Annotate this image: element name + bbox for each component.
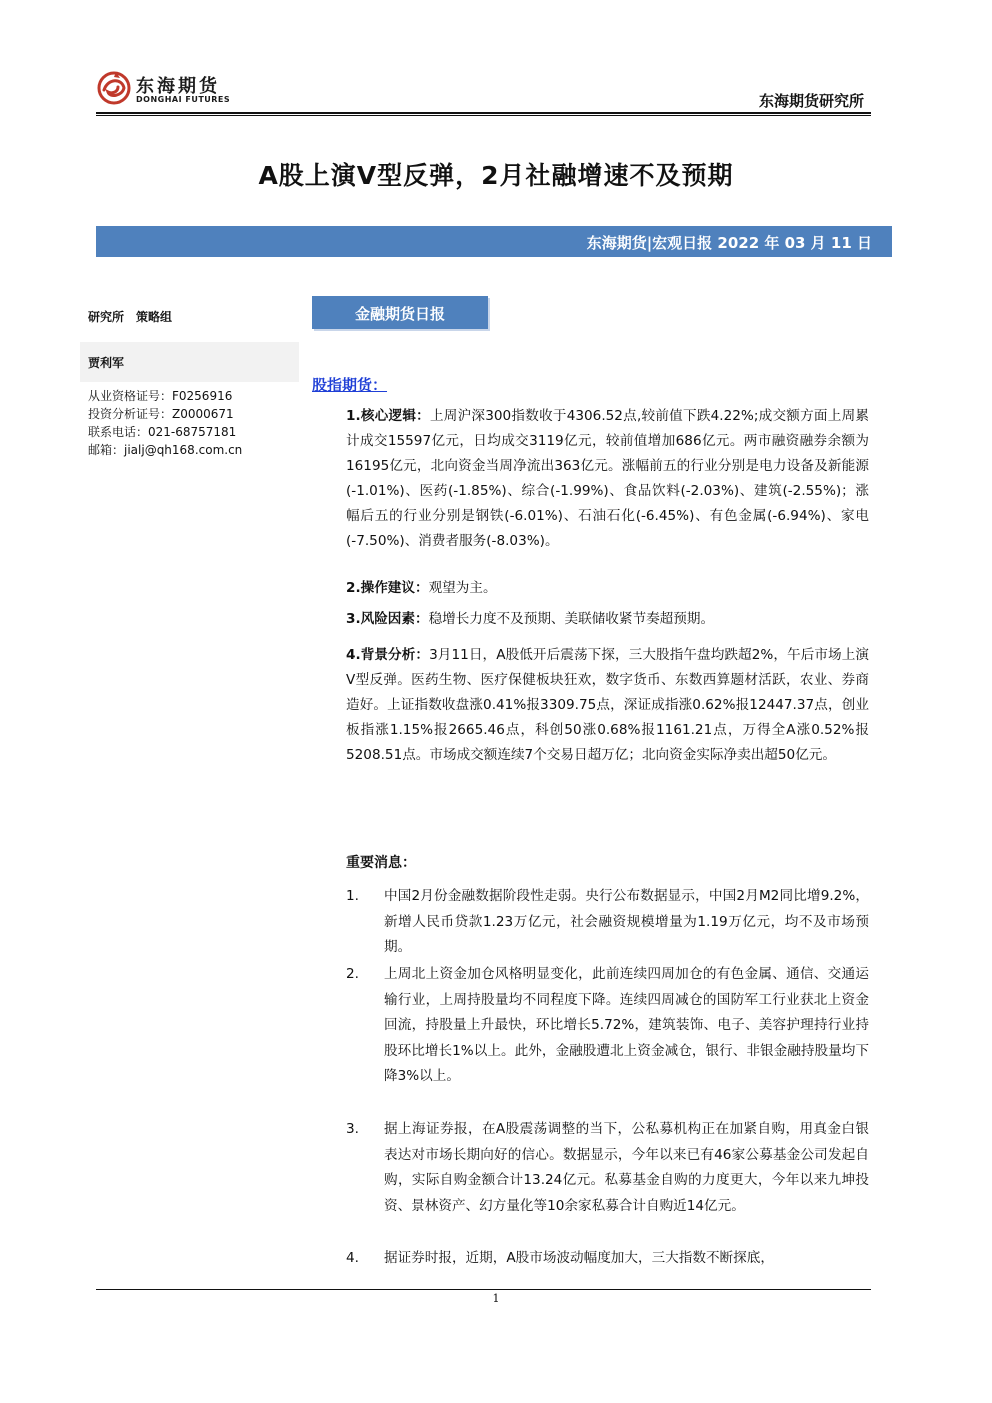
dragon-logo-icon	[96, 68, 132, 106]
analysis-cert-number: 投资分析证号：Z0000671	[88, 407, 234, 421]
email-address[interactable]: 邮箱：jialj@qh168.com.cn	[88, 443, 243, 457]
news-number: 2.	[346, 966, 359, 982]
phone-number: 联系电话：021-68757181	[88, 425, 237, 439]
point-label: 3.风险因素：	[346, 611, 429, 627]
news-number: 1.	[346, 888, 359, 904]
page-number: 1	[492, 1292, 500, 1305]
report-title: A股上演V型反弹，2月社融增速不及预期	[258, 161, 734, 190]
section-tag-text: 金融期货日报	[354, 305, 445, 323]
department-label: 研究所 策略组	[88, 310, 173, 324]
news-text: 据证券时报，近期，A股市场波动幅度加大，三大指数不断探底，	[384, 1250, 774, 1266]
news-item	[346, 1246, 869, 1272]
news-number: 4.	[346, 1250, 359, 1266]
point-label: 1.核心逻辑：	[346, 408, 430, 424]
point-text: 上周沪深300指数收于4306.52点,较前值下跌4.22%;成交额方面上周累计成交15597亿元，日均成交3119亿元，较前值增加686亿元。两市融资融券余额为16195亿元，北向资金当周净流出363亿元。涨幅前五的行业分别是电力设备及新能源(-1.01%)、医药(-1.85%)、综合(-1.99%)、食品饮料(-2.03%)、建筑(-2.55%)；涨幅后五的行业分别是钢铁(-6.01%)、石油石化(-6.45%)、有色金属(-6.94%)、家电(-7.50%)、消费者服务(-8.03%)。	[346, 408, 869, 549]
point-text: 稳增长力度不及预期、美联储收紧节奏超预期。	[428, 611, 715, 627]
analyst-info	[88, 387, 242, 459]
company-logo	[96, 66, 236, 110]
news-item	[346, 1117, 869, 1219]
section-tag	[312, 296, 488, 329]
point-suggestion	[346, 576, 869, 601]
news-number: 3.	[346, 1121, 359, 1137]
date-banner	[96, 226, 892, 257]
point-text: 3月11日，A股低开后震荡下探，三大股指午盘均跌超2%，午后市场上演V型反弹。医药生物、医疗保健板块狂欢，数字货币、东数西算题材活跃，农业、券商造好。上证指数收盘涨0.41%报3309.75点，深证成指涨0.62%报12447.37点，创业板指涨1.15%报2665.46点，科创50涨0.68%报1161.21点，万得全A涨0.52%报5208.51点。市场成交额连续7个交易日超万亿；北向资金实际净卖出超50亿元。	[346, 647, 869, 763]
point-text: 观望为主。	[428, 580, 497, 596]
news-text: 中国2月份金融数据阶段性走弱。央行公布数据显示，中国2月M2同比增9.2%，新增人民币贷款1.23万亿元，社会融资规模增量为1.19万亿元，均不及市场预期。	[384, 888, 869, 956]
header-organization: 东海期货研究所	[758, 92, 864, 110]
news-text: 据上海证券报，在A股震荡调整的当下，公私募机构正在加紧自购，用真金白银表达对市场长期向好的信心。数据显示，今年以来已有46家公募基金公司发起自购，实际自购金额合计13.24亿元。私募基金自购的力度更大，今年以来九坤投资、景林资产、幻方量化等10余家私募合计自购近14亿元。	[384, 1121, 869, 1214]
subheading-index-futures: 股指期货：	[312, 376, 388, 394]
news-item	[346, 962, 869, 1090]
news-heading: 重要消息：	[346, 855, 416, 871]
banner-text: 东海期货|宏观日报 2022 年 03 月 11 日	[586, 234, 872, 252]
point-background	[346, 643, 869, 768]
news-item	[346, 884, 869, 961]
analyst-box	[80, 342, 299, 382]
point-risk	[346, 607, 869, 632]
point-label: 2.操作建议：	[346, 580, 429, 596]
logo-text-cn: 东海期货	[136, 76, 220, 97]
analyst-name: 贾利军	[88, 356, 125, 370]
point-core-logic	[346, 404, 869, 554]
news-text: 上周北上资金加仓风格明显变化，此前连续四周加仓的有色金属、通信、交通运输行业，上周持股量均不同程度下降。连续四周减仓的国防军工行业获北上资金回流，持股量上升最快，环比增长5.72%，建筑装饰、电子、美容护理持行业持股环比增长1%以上。此外，金融股遭北上资金减仓，银行、非银金融持股量均下降3%以上。	[384, 966, 869, 1085]
point-label: 4.背景分析：	[346, 647, 430, 663]
header-divider-thin	[96, 115, 871, 116]
qualification-number: 从业资格证号：F0256916	[88, 389, 233, 403]
footer-divider	[96, 1289, 871, 1290]
logo-text-en: DONGHAI FUTURES	[136, 95, 231, 104]
header-divider	[96, 112, 871, 114]
